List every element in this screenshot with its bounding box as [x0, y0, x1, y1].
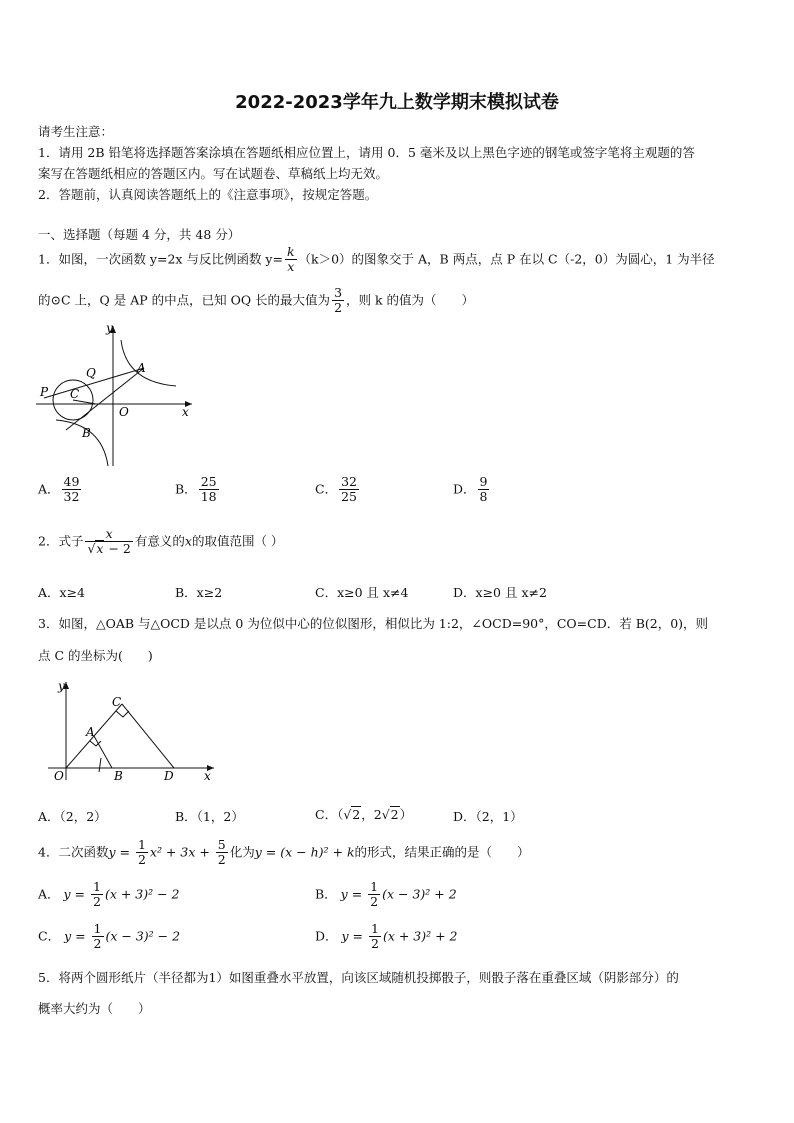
point-label-c: C — [112, 695, 122, 709]
point-label-d: D — [164, 769, 174, 783]
axis-label-y: y — [106, 321, 113, 335]
notice-item: 案写在答题纸相应的答题区内。写在试题卷、草稿纸上均无效。 — [38, 166, 389, 181]
question-3-line2: 点 C 的坐标为( ) — [38, 648, 153, 663]
point-label-b: B — [114, 769, 123, 783]
axis-label-y: y — [58, 679, 65, 693]
axis-label-x: x — [182, 405, 189, 419]
question-3-figure — [40, 676, 220, 786]
q3-option-a: A．（2，2） — [38, 809, 107, 824]
point-label-o: O — [54, 769, 64, 783]
q3-option-d: D．（2，1） — [453, 809, 523, 824]
q4-option-a: A． y = $\frac{1}{2}$ (x + 3)² − 2 — [38, 879, 180, 910]
point-label-a: A — [86, 725, 95, 739]
q4-option-c: C． y = $\frac{1}{2}$ (x − 3)² − 2 — [38, 921, 181, 952]
q3-option-b: B．（1，2） — [175, 809, 244, 824]
question-4: 4．二次函数y = $\frac{1}{2}$ x² + 3x + $\frac{5}{2}$ 化为y = (x − h)² + k的形式，结果正确的是（ ） — [38, 837, 530, 868]
question-1-line2: 的⊙C 上，Q 是 AP 的中点，已知 OQ 长的最大值为 $\frac{3}{2}$ ，则 k 的值为（ ） — [38, 285, 475, 316]
notice-item: 1．请用 2B 铅笔将选择题答案涂填在答题纸相应位置上，请用 0．5 毫米及以上黑色字迹的钢笔或签字笔将主观题的答 — [38, 145, 695, 160]
exam-title: 2022-2023学年九上数学期末模拟试卷 — [235, 92, 559, 113]
q3-option-c: C．（√2，2√2） — [315, 807, 413, 822]
q2-option-b: B．x≥2 — [175, 585, 223, 600]
point-label-c: C — [70, 387, 80, 401]
question-5-line2: 概率大约为（ ） — [38, 1001, 151, 1016]
point-label-q: Q — [86, 366, 96, 380]
q1-option-a: A． $\frac{49}{32}$ — [38, 474, 80, 505]
question-1-line1: 1．如图，一次函数 y=2x 与反比例函数 y= $\frac{k}{x}$ （k＞0）的图象交于 A，B 两点，点 P 在以 C（-2，0）为圆心，1 为半径 — [38, 244, 715, 275]
point-label-p: P — [40, 385, 49, 399]
q4-option-b: B． y = $\frac{1}{2}$ (x − 3)² + 2 — [315, 879, 457, 910]
section-heading: 一、选择题（每题 4 分，共 48 分） — [38, 227, 241, 242]
point-label-o: O — [119, 405, 129, 419]
q2-option-d: D．x≥0 且 x≠2 — [453, 585, 547, 600]
q2-option-c: C．x≥0 且 x≠4 — [315, 585, 409, 600]
point-label-a: A — [137, 361, 146, 375]
q1-option-b: B． $\frac{25}{18}$ — [175, 474, 217, 505]
notice-item: 2．答题前，认真阅读答题纸上的《注意事项》，按规定答题。 — [38, 187, 378, 202]
notice-heading: 请考生注意： — [38, 124, 114, 139]
q4-option-d: D． y = $\frac{1}{2}$ (x + 3)² + 2 — [315, 921, 458, 952]
point-label-b: B — [82, 426, 91, 440]
fraction: $\frac{3}{2}$ — [334, 285, 343, 316]
q1-option-d: D． $\frac{9}{8}$ — [453, 474, 488, 505]
question-2: 2．式子 $\frac{x}{√x - 2}$ 有意义的x的取值范围（ ） — [38, 526, 284, 557]
axis-label-x: x — [204, 769, 211, 783]
question-3-line1: 3．如图，△OAB 与△OCD 是以点 0 为位似中心的位似图形，相似比为 1:2，∠OCD=90°，CO=CD．若 B(2，0)，则 — [38, 616, 709, 631]
question-1-figure — [36, 320, 196, 470]
fraction: $\frac{k}{x}$ — [286, 244, 295, 275]
q1-option-c: C． $\frac{32}{25}$ — [315, 474, 357, 505]
q2-option-a: A．x≥4 — [38, 585, 86, 600]
question-5-line1: 5．将两个圆形纸片（半径都为1）如图重叠水平放置，向该区域随机投掷骰子，则骰子落在重叠区域（阴影部分）的 — [38, 970, 679, 985]
fraction: $\frac{x}{√x - 2}$ — [87, 526, 131, 557]
